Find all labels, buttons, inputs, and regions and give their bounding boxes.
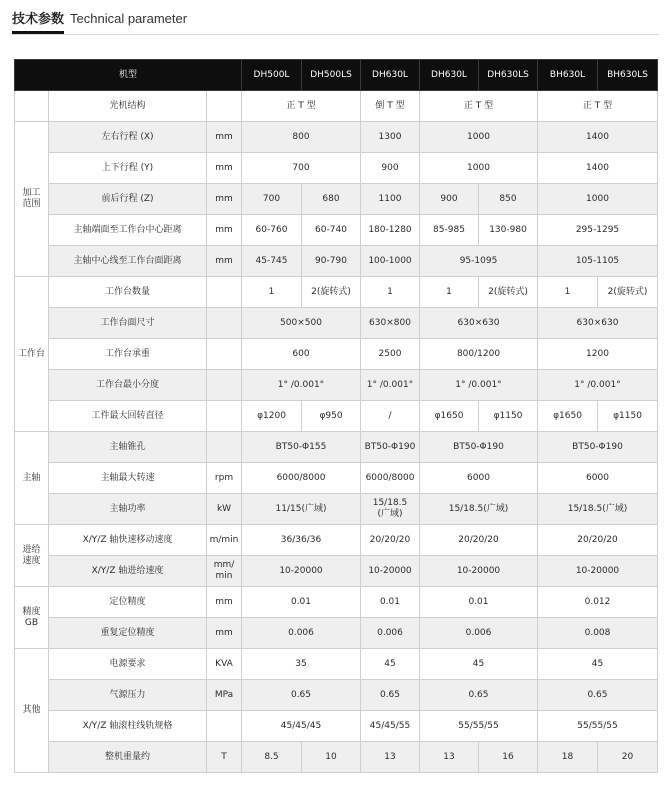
table-row	[15, 711, 658, 742]
group-blank	[15, 91, 49, 122]
value-cell: 1	[420, 277, 479, 308]
group-precision: 精度 GB	[15, 587, 49, 649]
value-cell: 20/20/20	[361, 525, 420, 556]
value-cell: 0.01	[361, 587, 420, 618]
value-cell: 1° /0.001°	[420, 370, 538, 401]
value-cell: 1	[538, 277, 598, 308]
value-cell: 55/55/55	[420, 711, 538, 742]
param-unit: mm	[207, 122, 242, 153]
param-label: 主轴锥孔	[49, 432, 207, 463]
value-cell: 2500	[361, 339, 420, 370]
table-row	[15, 91, 658, 122]
param-unit	[207, 308, 242, 339]
param-label: 工作台承重	[49, 339, 207, 370]
value-cell: 0.65	[538, 680, 658, 711]
value-cell: 850	[479, 184, 538, 215]
param-label: 主轴功率	[49, 494, 207, 525]
value-cell: 1200	[538, 339, 658, 370]
table-row	[15, 246, 658, 277]
value-cell: φ1150	[598, 401, 658, 432]
value-cell: 0.01	[242, 587, 361, 618]
table-row	[15, 680, 658, 711]
section-title-en: Technical parameter	[70, 11, 188, 26]
value-cell: BT50-Φ190	[361, 432, 420, 463]
table-row	[15, 525, 658, 556]
value-cell: 55/55/55	[538, 711, 658, 742]
value-cell: φ1650	[538, 401, 598, 432]
param-label: 左右行程 (X)	[49, 122, 207, 153]
table-row	[15, 370, 658, 401]
value-cell: 85-985	[420, 215, 479, 246]
value-cell: 100-1000	[361, 246, 420, 277]
value-cell: 36/36/36	[242, 525, 361, 556]
table-row	[15, 649, 658, 680]
value-cell: φ1200	[242, 401, 302, 432]
value-cell: 18	[538, 742, 598, 773]
model-col: DH630L	[420, 60, 479, 91]
value-cell: 13	[420, 742, 479, 773]
group-other: 其他	[15, 649, 49, 773]
param-label: 工作台最小分度	[49, 370, 207, 401]
value-cell: 180-1280	[361, 215, 420, 246]
value-cell: 0.65	[361, 680, 420, 711]
value-cell: 0.008	[538, 618, 658, 649]
table-row	[15, 401, 658, 432]
value-cell: 20/20/20	[538, 525, 658, 556]
value-cell: 45	[361, 649, 420, 680]
value-cell: 2(旋转式)	[479, 277, 538, 308]
param-unit: m/min	[207, 525, 242, 556]
value-cell: 45/45/45	[242, 711, 361, 742]
value-cell: 16	[479, 742, 538, 773]
group-worktable: 工作台	[15, 277, 49, 432]
value-cell: 10-20000	[242, 556, 361, 587]
param-label: X/Y/Z 轴快速移动速度	[49, 525, 207, 556]
value-cell: 1	[361, 277, 420, 308]
value-cell: 630×630	[420, 308, 538, 339]
param-unit	[207, 91, 242, 122]
table-row	[15, 556, 658, 587]
value-cell: 0.01	[420, 587, 538, 618]
param-label: 工作台数量	[49, 277, 207, 308]
param-label: 主轴端面至工作台中心距离	[49, 215, 207, 246]
value-cell: 1000	[538, 184, 658, 215]
value-cell: BT50-Φ190	[538, 432, 658, 463]
param-unit: mm	[207, 184, 242, 215]
value-cell: 105-1105	[538, 246, 658, 277]
value-cell: 15/18.5 (广域)	[361, 494, 420, 525]
group-feed-speed: 进给 速度	[15, 525, 49, 587]
value-cell: 15/18.5(广域)	[538, 494, 658, 525]
value-cell: 正 T 型	[242, 91, 361, 122]
value-cell: BT50-Φ190	[420, 432, 538, 463]
value-cell: 11/15(广域)	[242, 494, 361, 525]
value-cell: 900	[361, 153, 420, 184]
value-cell: 700	[242, 153, 361, 184]
value-cell: 13	[361, 742, 420, 773]
param-unit: mm	[207, 153, 242, 184]
value-cell: 1000	[420, 122, 538, 153]
param-label: 主轴中心线至工作台面距离	[49, 246, 207, 277]
param-unit: mm	[207, 215, 242, 246]
param-unit: kW	[207, 494, 242, 525]
model-header: 机型	[15, 60, 242, 91]
value-cell: 700	[242, 184, 302, 215]
param-unit	[207, 339, 242, 370]
param-label: 整机重量约	[49, 742, 207, 773]
param-unit	[207, 401, 242, 432]
model-col: DH630L	[361, 60, 420, 91]
param-label: 工件最大回转直径	[49, 401, 207, 432]
value-cell: 900	[420, 184, 479, 215]
param-unit: T	[207, 742, 242, 773]
param-unit: KVA	[207, 649, 242, 680]
group-machining-range: 加工 范围	[15, 122, 49, 277]
param-label: 光机结构	[49, 91, 207, 122]
value-cell: 1300	[361, 122, 420, 153]
value-cell: 0.006	[242, 618, 361, 649]
table-row	[15, 308, 658, 339]
table-row	[15, 153, 658, 184]
value-cell: 6000	[538, 463, 658, 494]
value-cell: 60-740	[302, 215, 361, 246]
table-row	[15, 494, 658, 525]
param-unit: mm	[207, 618, 242, 649]
param-label: 主轴最大转速	[49, 463, 207, 494]
value-cell: 6000/8000	[361, 463, 420, 494]
param-label: 电源要求	[49, 649, 207, 680]
value-cell: 630×630	[538, 308, 658, 339]
model-col: BH630LS	[598, 60, 658, 91]
value-cell: φ1650	[420, 401, 479, 432]
value-cell: 1° /0.001°	[242, 370, 361, 401]
value-cell: 20/20/20	[420, 525, 538, 556]
table-row	[15, 587, 658, 618]
value-cell: 45	[420, 649, 538, 680]
value-cell: 130-980	[479, 215, 538, 246]
value-cell: 2(旋转式)	[302, 277, 361, 308]
param-label: 重复定位精度	[49, 618, 207, 649]
value-cell: 1° /0.001°	[361, 370, 420, 401]
model-col: BH630L	[538, 60, 598, 91]
value-cell: 0.006	[420, 618, 538, 649]
value-cell: 10	[302, 742, 361, 773]
table-row	[15, 463, 658, 494]
value-cell: BT50-Φ155	[242, 432, 361, 463]
value-cell: 6000/8000	[242, 463, 361, 494]
value-cell: 10-20000	[420, 556, 538, 587]
table-row	[15, 339, 658, 370]
header-divider	[12, 34, 659, 35]
value-cell: /	[361, 401, 420, 432]
value-cell: 630×800	[361, 308, 420, 339]
spec-table	[14, 59, 658, 773]
value-cell: 2(旋转式)	[598, 277, 658, 308]
value-cell: 1400	[538, 122, 658, 153]
section-title-cn: 技术参数	[12, 12, 65, 27]
value-cell: 295-1295	[538, 215, 658, 246]
value-cell: 45	[538, 649, 658, 680]
param-label: 前后行程 (Z)	[49, 184, 207, 215]
value-cell: 1° /0.001°	[538, 370, 658, 401]
param-unit	[207, 711, 242, 742]
table-header-row	[15, 60, 658, 91]
param-label: 上下行程 (Y)	[49, 153, 207, 184]
value-cell: 35	[242, 649, 361, 680]
value-cell: 95-1095	[420, 246, 538, 277]
value-cell: 8.5	[242, 742, 302, 773]
value-cell: 0.65	[242, 680, 361, 711]
value-cell: 800/1200	[420, 339, 538, 370]
param-unit: mm	[207, 587, 242, 618]
value-cell: φ1150	[479, 401, 538, 432]
param-label: 定位精度	[49, 587, 207, 618]
value-cell: 正 T 型	[538, 91, 658, 122]
value-cell: 800	[242, 122, 361, 153]
param-unit: rpm	[207, 463, 242, 494]
value-cell: 正 T 型	[420, 91, 538, 122]
value-cell: 680	[302, 184, 361, 215]
value-cell: 0.012	[538, 587, 658, 618]
value-cell: 15/18.5(广域)	[420, 494, 538, 525]
value-cell: 1400	[538, 153, 658, 184]
value-cell: φ950	[302, 401, 361, 432]
table-row	[15, 215, 658, 246]
group-spindle: 主轴	[15, 432, 49, 525]
table-row	[15, 277, 658, 308]
table-row	[15, 184, 658, 215]
param-unit	[207, 432, 242, 463]
value-cell: 倒 T 型	[361, 91, 420, 122]
table-row	[15, 122, 658, 153]
table-row	[15, 432, 658, 463]
value-cell: 1000	[420, 153, 538, 184]
value-cell: 10-20000	[538, 556, 658, 587]
param-unit	[207, 277, 242, 308]
value-cell: 45/45/55	[361, 711, 420, 742]
value-cell: 45-745	[242, 246, 302, 277]
value-cell: 60-760	[242, 215, 302, 246]
param-unit: mm	[207, 246, 242, 277]
value-cell: 20	[598, 742, 658, 773]
value-cell: 0.006	[361, 618, 420, 649]
param-unit	[207, 370, 242, 401]
param-label: 工作台面尺寸	[49, 308, 207, 339]
value-cell: 600	[242, 339, 361, 370]
model-col: DH500L	[242, 60, 302, 91]
param-label: X/Y/Z 轴滚柱线轨规格	[49, 711, 207, 742]
value-cell: 1	[242, 277, 302, 308]
param-unit: mm/ min	[207, 556, 242, 587]
value-cell: 6000	[420, 463, 538, 494]
value-cell: 90-790	[302, 246, 361, 277]
model-col: DH630LS	[479, 60, 538, 91]
value-cell: 10-20000	[361, 556, 420, 587]
value-cell: 500×500	[242, 308, 361, 339]
table-row	[15, 742, 658, 773]
value-cell: 1100	[361, 184, 420, 215]
param-label: X/Y/Z 轴进给速度	[49, 556, 207, 587]
model-col: DH500LS	[302, 60, 361, 91]
param-label: 气源压力	[49, 680, 207, 711]
value-cell: 0.65	[420, 680, 538, 711]
table-row	[15, 618, 658, 649]
param-unit: MPa	[207, 680, 242, 711]
